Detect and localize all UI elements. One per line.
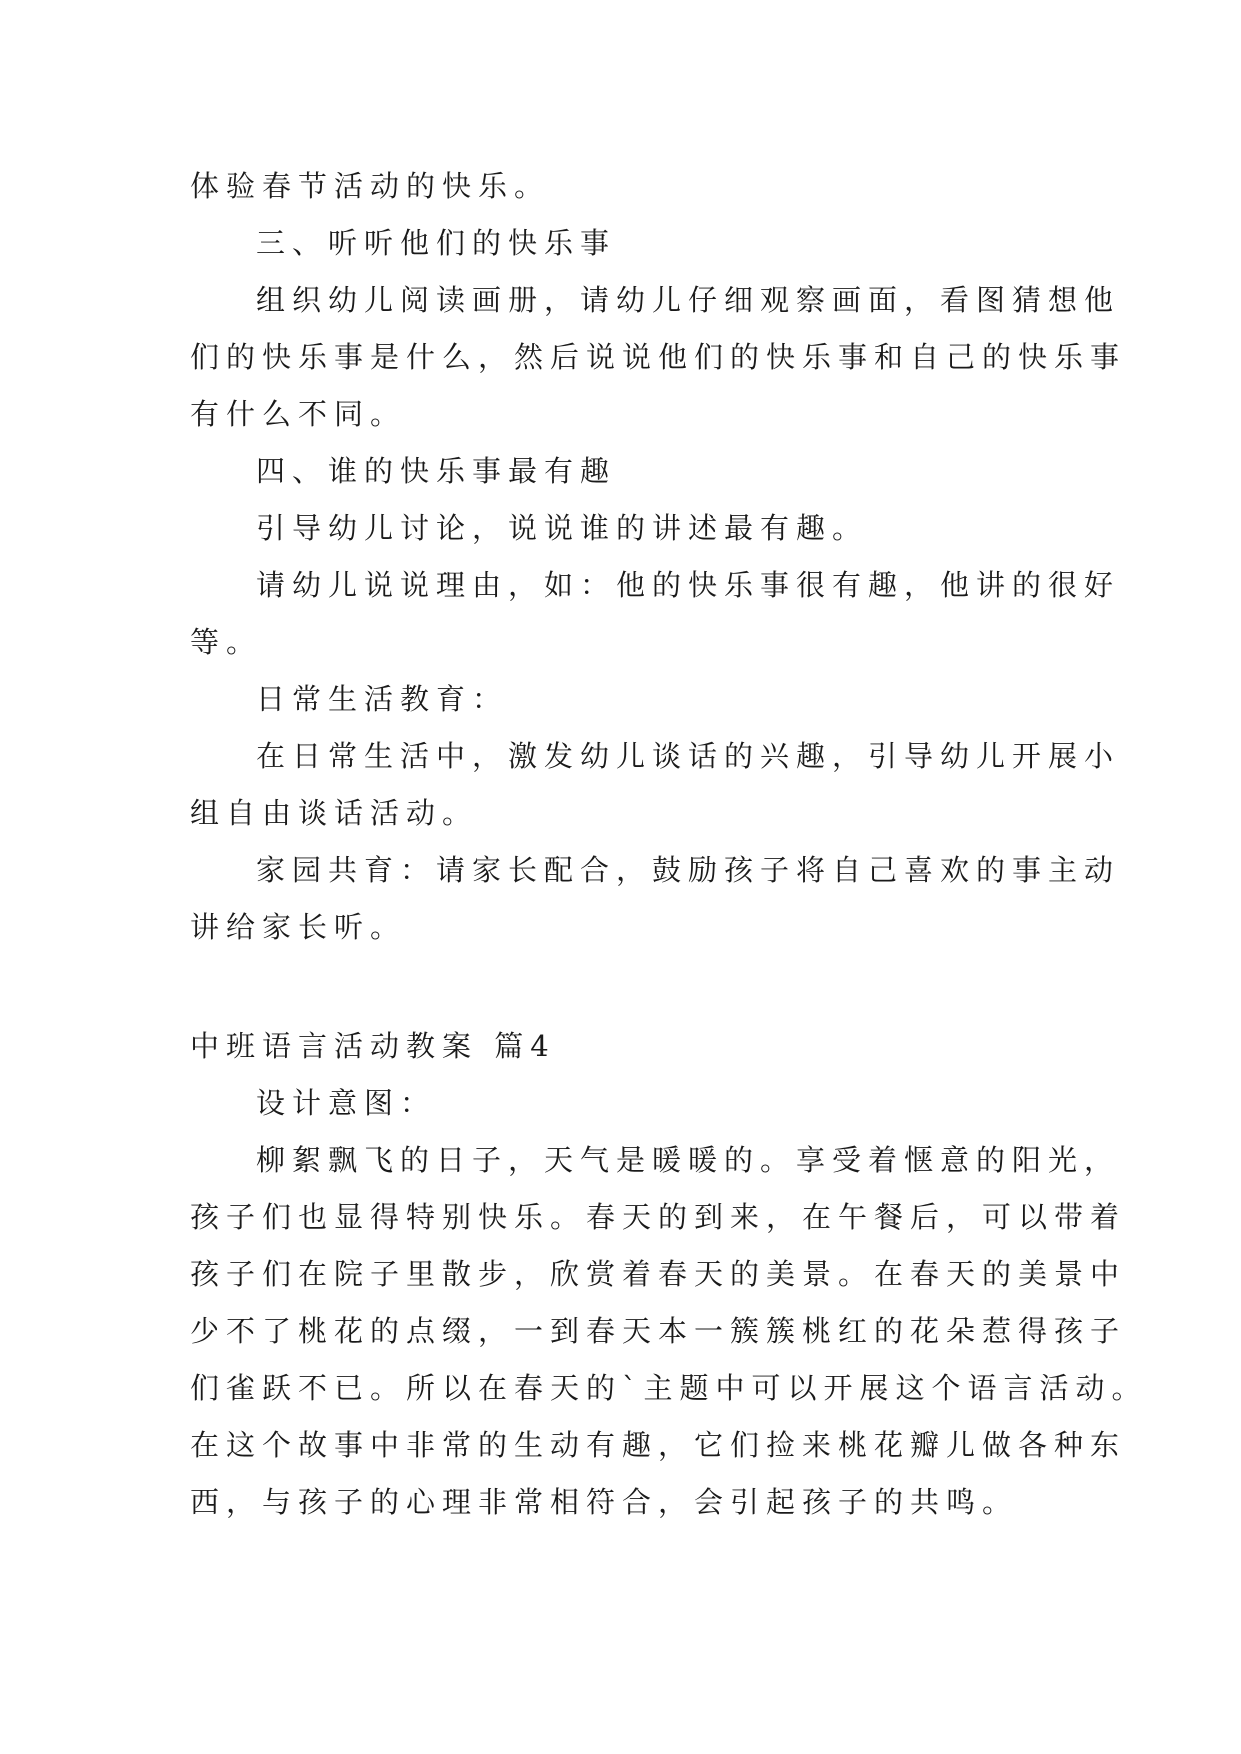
section-heading: 四、谁的快乐事最有趣	[256, 454, 617, 488]
text-line: 体验春节活动的快乐。	[190, 169, 551, 203]
text-line: 们的快乐事是什么，然后说说他们的快乐事和自己的快乐事	[190, 340, 1127, 374]
text-line: 等。	[190, 625, 263, 659]
text-line: 请幼儿说说理由，如：他的快乐事很有趣，他讲的很好	[256, 568, 1121, 602]
text-line: 讲给家长听。	[190, 910, 407, 944]
text-line: 在这个故事中非常的生动有趣，它们捡来桃花瓣儿做各种东	[190, 1428, 1127, 1462]
text-line: 少不了桃花的点缀，一到春天本一簇簇桃红的花朵惹得孩子	[190, 1314, 1127, 1348]
section-heading: 三、听听他们的快乐事	[256, 226, 617, 260]
text-line: 有什么不同。	[190, 397, 407, 431]
section-heading: 日常生活教育：	[256, 682, 509, 716]
text-line: 西，与孩子的心理非常相符合，会引起孩子的共鸣。	[190, 1485, 1019, 1519]
text-line: 孩子们也显得特别快乐。春天的到来，在午餐后，可以带着	[190, 1200, 1127, 1234]
text-line: 家园共育：请家长配合，鼓励孩子将自己喜欢的事主动	[256, 853, 1121, 887]
text-line: 组织幼儿阅读画册，请幼儿仔细观察画面，看图猜想他	[256, 283, 1121, 317]
text-line: 孩子们在院子里散步，欣赏着春天的美景。在春天的美景中	[190, 1257, 1127, 1291]
text-line: 引导幼儿讨论，说说谁的讲述最有趣。	[256, 511, 869, 545]
text-line: 们雀跃不已。所以在春天的`主题中可以开展这个语言活动。	[190, 1371, 1148, 1405]
section-heading: 设计意图：	[256, 1086, 437, 1120]
text-line: 在日常生活中，激发幼儿谈话的兴趣，引导幼儿开展小	[256, 739, 1121, 773]
text-line: 柳絮飘飞的日子，天气是暖暖的。享受着惬意的阳光，	[256, 1143, 1121, 1177]
text-line: 组自由谈话活动。	[190, 796, 479, 830]
article-title: 中班语言活动教案 篇4	[190, 1029, 556, 1063]
